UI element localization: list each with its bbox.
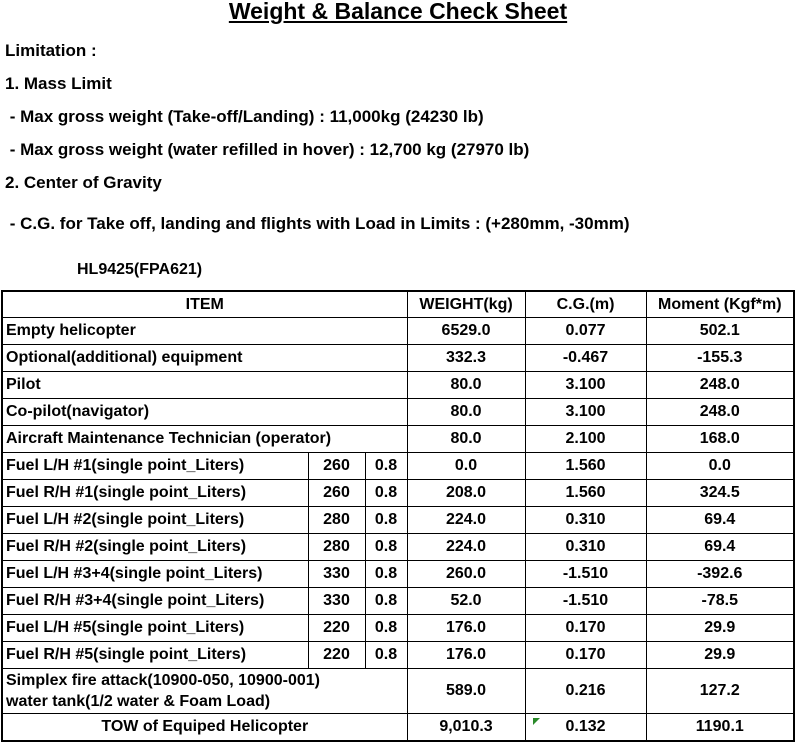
- fuel-liters: 220: [308, 615, 365, 642]
- fuel-density: 0.8: [365, 588, 407, 615]
- fuel-weight: 52.0: [407, 588, 525, 615]
- comment-indicator-icon: [533, 718, 540, 725]
- fuel-cg: -1.510: [525, 561, 646, 588]
- fuel-item: Fuel L/H #1(single point_Liters): [2, 453, 308, 480]
- fuel-density: 0.8: [365, 642, 407, 669]
- simplex-row: [2, 669, 794, 714]
- fuel-moment: 0.0: [646, 453, 794, 480]
- fuel-density: 0.8: [365, 507, 407, 534]
- fuel-density: 0.8: [365, 453, 407, 480]
- total-moment: 1190.1: [646, 714, 794, 742]
- mass-limit-takeoff: - Max gross weight (Take-off/Landing) : 11,000kg (24230 lb): [5, 107, 484, 126]
- row-cg: -0.467: [525, 345, 646, 372]
- fuel-weight: 224.0: [407, 534, 525, 561]
- fuel-cg: 1.560: [525, 480, 646, 507]
- row-item: Co-pilot(navigator): [2, 399, 407, 426]
- row-moment: 248.0: [646, 399, 794, 426]
- fuel-density: 0.8: [365, 615, 407, 642]
- fuel-liters: 260: [308, 453, 365, 480]
- simplex-item-line1: Simplex fire attack(10900-050, 10900-001): [6, 672, 320, 689]
- row-weight: 332.3: [407, 345, 525, 372]
- fuel-cg: 0.310: [525, 507, 646, 534]
- fuel-item: Fuel R/H #5(single point_Liters): [2, 642, 308, 669]
- cg-heading: 2. Center of Gravity: [5, 173, 162, 192]
- fuel-item: Fuel L/H #2(single point_Liters): [2, 507, 308, 534]
- mass-limit-heading: 1. Mass Limit: [5, 74, 112, 93]
- fuel-row: [2, 534, 794, 561]
- fuel-row: [2, 561, 794, 588]
- fuel-row: [2, 615, 794, 642]
- row-item: Optional(additional) equipment: [2, 345, 407, 372]
- table-row: [2, 399, 794, 426]
- fuel-weight: 224.0: [407, 507, 525, 534]
- table-row: [2, 426, 794, 453]
- row-weight: 6529.0: [407, 318, 525, 345]
- cg-limit: - C.G. for Take off, landing and flights with Load in Limits : (+280mm, -30mm): [5, 214, 630, 233]
- mass-limit-hover: - Max gross weight (water refilled in hover) : 12,700 kg (27970 lb): [5, 140, 530, 159]
- row-cg: 3.100: [525, 399, 646, 426]
- row-moment: 248.0: [646, 372, 794, 399]
- fuel-item: Fuel R/H #3+4(single point_Liters): [2, 588, 308, 615]
- total-row: [2, 714, 794, 742]
- fuel-density: 0.8: [365, 561, 407, 588]
- header-moment: Moment (Kgf*m): [646, 291, 794, 318]
- row-item: Pilot: [2, 372, 407, 399]
- row-item: Aircraft Maintenance Technician (operator): [2, 426, 407, 453]
- simplex-moment: 127.2: [646, 669, 794, 714]
- page-title: Weight & Balance Check Sheet: [228, 0, 568, 24]
- limitation-heading: Limitation :: [5, 41, 97, 60]
- fuel-weight: 208.0: [407, 480, 525, 507]
- weight-balance-table: [1, 290, 795, 742]
- header-cg: C.G.(m): [525, 291, 646, 318]
- row-moment: 168.0: [646, 426, 794, 453]
- row-item: Empty helicopter: [2, 318, 407, 345]
- fuel-moment: 69.4: [646, 507, 794, 534]
- fuel-weight: 0.0: [407, 453, 525, 480]
- fuel-row: [2, 453, 794, 480]
- total-weight: 9,010.3: [407, 714, 525, 742]
- fuel-row: [2, 588, 794, 615]
- row-moment: -155.3: [646, 345, 794, 372]
- row-weight: 80.0: [407, 426, 525, 453]
- fuel-liters: 330: [308, 588, 365, 615]
- fuel-moment: 29.9: [646, 615, 794, 642]
- fuel-cg: 1.560: [525, 453, 646, 480]
- fuel-moment: 324.5: [646, 480, 794, 507]
- fuel-liters: 220: [308, 642, 365, 669]
- fuel-density: 0.8: [365, 534, 407, 561]
- table-header-row: [2, 291, 794, 318]
- row-weight: 80.0: [407, 399, 525, 426]
- fuel-moment: -392.6: [646, 561, 794, 588]
- row-cg: 3.100: [525, 372, 646, 399]
- table-row: [2, 345, 794, 372]
- fuel-weight: 176.0: [407, 615, 525, 642]
- row-moment: 502.1: [646, 318, 794, 345]
- fuel-liters: 260: [308, 480, 365, 507]
- total-cg: 0.132: [525, 714, 646, 742]
- fuel-moment: -78.5: [646, 588, 794, 615]
- fuel-row: [2, 480, 794, 507]
- simplex-weight: 589.0: [407, 669, 525, 714]
- fuel-item: Fuel L/H #3+4(single point_Liters): [2, 561, 308, 588]
- fuel-cg: -1.510: [525, 588, 646, 615]
- fuel-weight: 176.0: [407, 642, 525, 669]
- aircraft-id: HL9425(FPA621): [77, 261, 203, 278]
- fuel-cg: 0.170: [525, 642, 646, 669]
- fuel-row: [2, 507, 794, 534]
- simplex-item: [2, 669, 407, 714]
- fuel-cg: 0.310: [525, 534, 646, 561]
- fuel-moment: 69.4: [646, 534, 794, 561]
- table-row: [2, 318, 794, 345]
- fuel-cg: 0.170: [525, 615, 646, 642]
- row-cg: 0.077: [525, 318, 646, 345]
- fuel-density: 0.8: [365, 480, 407, 507]
- total-item: TOW of Equiped Helicopter: [2, 714, 407, 742]
- fuel-item: Fuel R/H #2(single point_Liters): [2, 534, 308, 561]
- fuel-row: [2, 642, 794, 669]
- header-item: ITEM: [2, 291, 407, 318]
- fuel-moment: 29.9: [646, 642, 794, 669]
- fuel-liters: 280: [308, 507, 365, 534]
- fuel-liters: 280: [308, 534, 365, 561]
- fuel-item: Fuel L/H #5(single point_Liters): [2, 615, 308, 642]
- fuel-liters: 330: [308, 561, 365, 588]
- table-row: [2, 372, 794, 399]
- simplex-cg: 0.216: [525, 669, 646, 714]
- fuel-weight: 260.0: [407, 561, 525, 588]
- row-cg: 2.100: [525, 426, 646, 453]
- fuel-item: Fuel R/H #1(single point_Liters): [2, 480, 308, 507]
- header-weight: WEIGHT(kg): [407, 291, 525, 318]
- simplex-item-line2: water tank(1/2 water & Foam Load): [6, 693, 271, 710]
- row-weight: 80.0: [407, 372, 525, 399]
